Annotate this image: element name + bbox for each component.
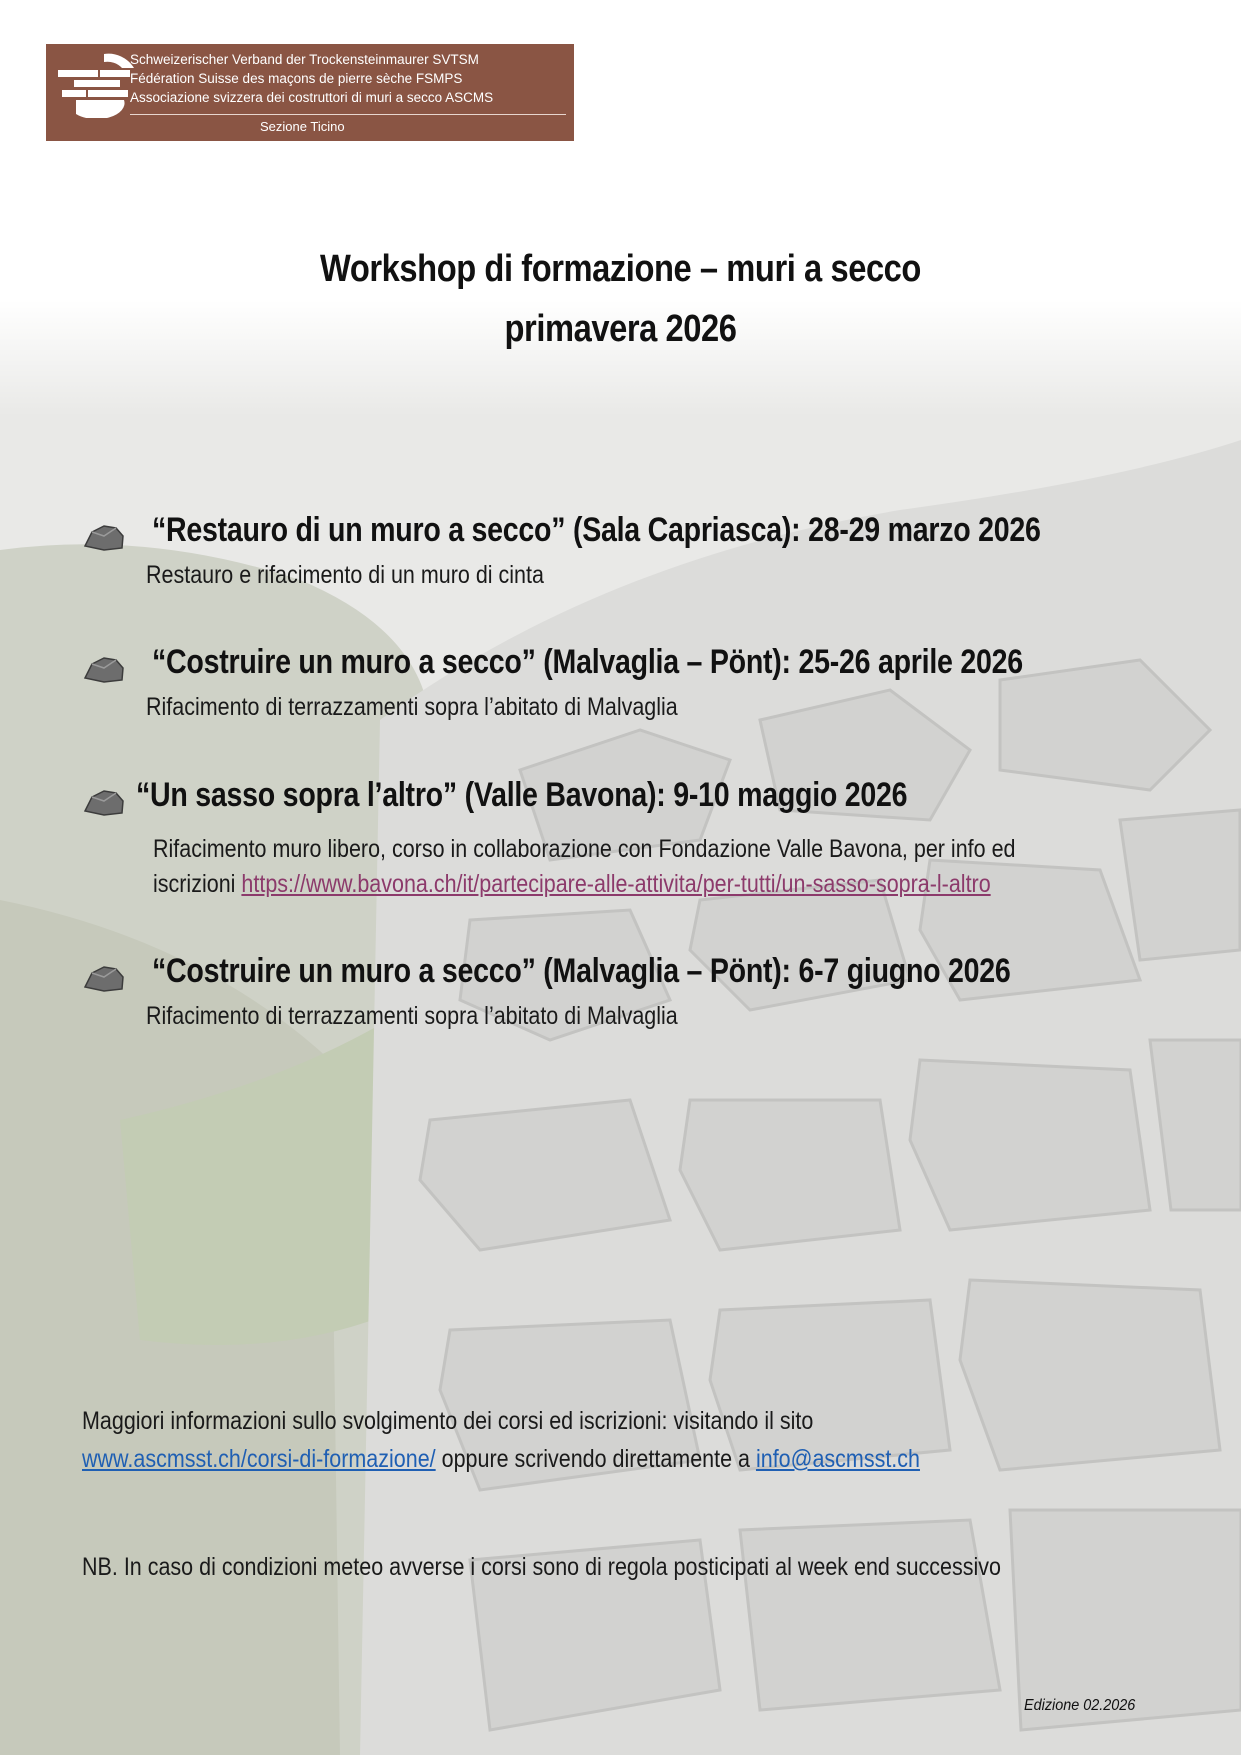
event-description-1: Restauro e rifacimento di un muro di cinta <box>146 561 544 589</box>
organization-logo <box>46 44 574 141</box>
info-links-line <box>82 1445 920 1474</box>
event-description-3: Rifacimento muro libero, corso in collaborazione con Fondazione Valle Bavona, per info ed <box>153 835 1016 863</box>
stone-bullet-icon <box>82 522 126 552</box>
edition-label: Edizione 02.2026 <box>1024 1697 1136 1714</box>
info-middle-text: oppure scrivendo direttamente a <box>441 1445 750 1473</box>
event-description-3-prefix: iscrizioni <box>153 870 236 898</box>
stone-bullet-icon <box>82 963 126 993</box>
org-name-italian: Associazione svizzera dei costruttori di muri a secco ASCMS <box>130 90 494 105</box>
section-name: Sezione Ticino <box>260 119 345 134</box>
weather-note: NB. In caso di condizioni meteo avverse i corsi sono di regola posticipati al week end successivo <box>82 1553 1001 1581</box>
event-description-4: Rifacimento di terrazzamenti sopra l’abitato di Malvaglia <box>146 1002 678 1030</box>
event-description-3-line2 <box>153 870 991 899</box>
bavona-link[interactable]: https://www.bavona.ch/it/partecipare-alle-attivita/per-tutti/un-sasso-sopra-l-altro <box>241 870 991 898</box>
event-title-1: “Restauro di un muro a secco” (Sala Capriasca): 28-29 marzo 2026 <box>152 511 1041 549</box>
event-title-4: “Costruire un muro a secco” (Malvaglia – Pönt): 6-7 giugno 2026 <box>152 952 1011 990</box>
event-description-2: Rifacimento di terrazzamenti sopra l’abitato di Malvaglia <box>146 693 678 721</box>
stone-bullet-icon <box>82 787 126 817</box>
logo-divider <box>130 114 566 115</box>
email-link[interactable]: info@ascmsst.ch <box>755 1445 920 1473</box>
stone-bullet-icon <box>82 654 126 684</box>
event-title-2: “Costruire un muro a secco” (Malvaglia – Pönt): 25-26 aprile 2026 <box>152 643 1023 681</box>
info-text: Maggiori informazioni sullo svolgimento dei corsi ed iscrizioni: visitando il sito <box>82 1407 814 1435</box>
org-name-french: Fédération Suisse des maçons de pierre sèche FSMPS <box>130 71 463 86</box>
page-title: Workshop di formazione – muri a secco <box>320 248 921 290</box>
website-link[interactable]: www.ascmsst.ch/corsi-di-formazione/ <box>82 1445 436 1473</box>
org-name-german: Schweizerischer Verband der Trockensteinmaurer SVTSM <box>130 52 479 67</box>
page-subtitle: primavera 2026 <box>504 308 737 350</box>
event-title-3: “Un sasso sopra l’altro” (Valle Bavona): 9-10 maggio 2026 <box>136 776 908 814</box>
